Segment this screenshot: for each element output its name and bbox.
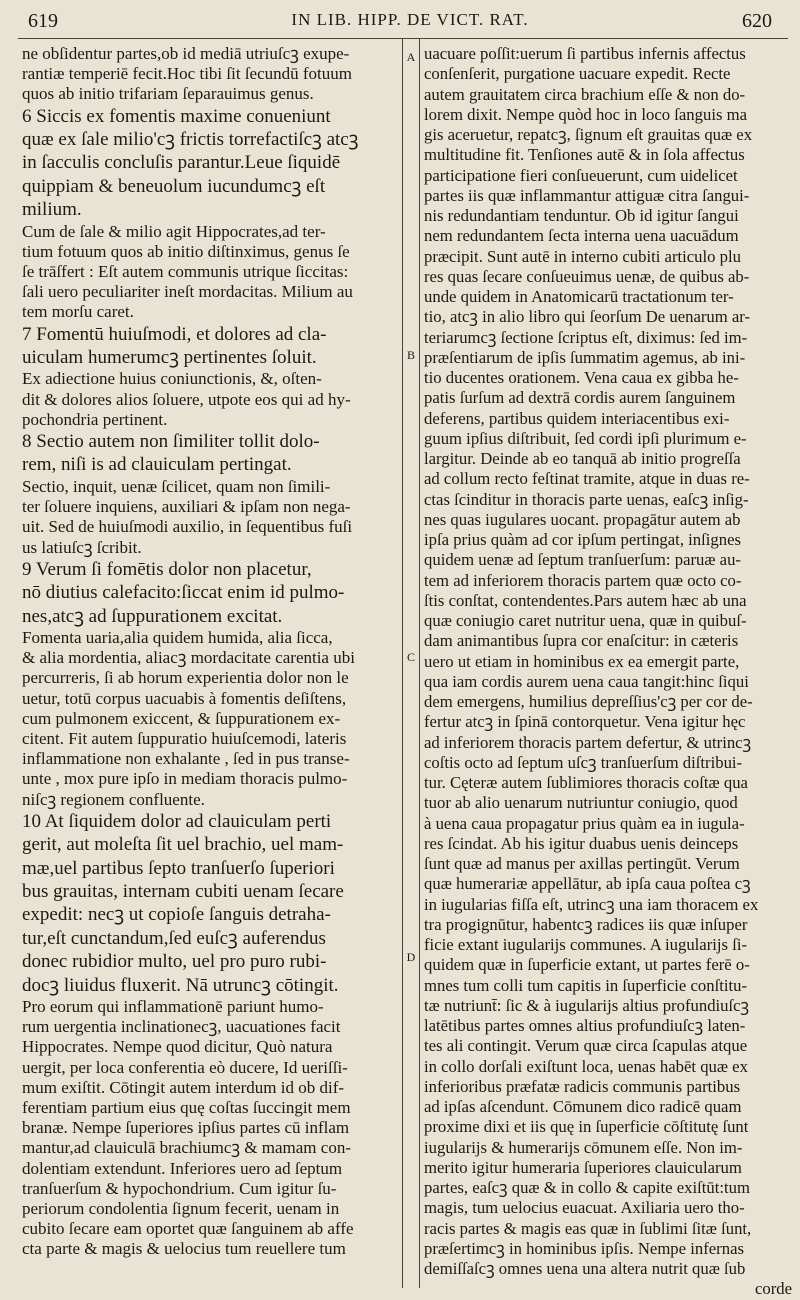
margin-letter-a: A [406, 50, 416, 64]
right-text-line: guum ipſius diſtribuit, ſed cordi ipſi plurimum e- [424, 428, 747, 448]
right-text-line: coſtis octo ad ſeptum uſcꝫ tranſuerſum diſtribui- [424, 752, 743, 772]
left-text-line: pochondria pertinent. [22, 409, 168, 429]
left-text-line: Fomenta uaria,alia quidem humida, alia ſicca, [22, 627, 333, 647]
right-text-line: ficie extant iugularijs communes. A iugularijs ſi- [424, 935, 748, 954]
left-text-line: quippiam & beneuolum iucundumcꝫ eſt [22, 175, 326, 197]
right-text-line: largitur. Deinde ab eo tanquā ab initio progreſſa [424, 449, 741, 468]
right-text-line: in collo dorſali exiſtunt loca, uenas habēt quæ ex [424, 1056, 748, 1076]
right-text-line: lorem dixit. Nempe quòd hoc in loco ſanguis ma [424, 104, 748, 124]
left-text-line: uergit, per loca conferentia eò ducere, Id ueriſſi- [22, 1057, 348, 1077]
margin-letter-b: B [406, 348, 415, 362]
right-text-line: partes, eaſcꝫ quæ & in collo & capite exiſtūt:tum [424, 1178, 750, 1197]
left-text-line: percurreris, ſi ab horum experientia dolor non le [22, 668, 349, 688]
right-text-line: præſertimcꝫ in hominibus ipſis. Nempe infernas [424, 1238, 744, 1258]
left-text-line: tium fotuum quos ab initio diſtinximus, genus ſe [22, 241, 350, 261]
right-text-line: magis, tum uelocius euacuat. Axiliaria uero tho- [424, 1198, 745, 1218]
column-rule-right [419, 38, 420, 1288]
right-text-line: iugularijs & humerarijs cōmunem eſſe. Non im- [424, 1137, 743, 1157]
right-text-line: ad inferiorem thoracis partem defertur, & utrincꝫ [424, 732, 752, 752]
right-text-line: uero ut etiam in hominibus ex ea emergit parte, [424, 651, 740, 671]
right-page-number: 620 [742, 10, 772, 32]
right-text-line: unde quidem in Anatomicarū tractationum ter- [424, 287, 734, 306]
left-text-line: cta parte & magis & uelocius tum reuellere tum [22, 1239, 346, 1259]
right-text-line: à uena caua propagatur prius quàm ea in iugula- [424, 813, 745, 833]
right-text-line: nis redundantiam tenduntur. Ob id igitur ſangui [424, 206, 739, 225]
right-text-line: res ſcindat. Ab his igitur duabus uenis deinceps [424, 833, 739, 853]
left-text-line: cum pulmonem exiccent, & ſuppurationem ex- [22, 708, 341, 728]
left-text-line: mæ,uel partibus ſepto tranſuerſo ſuperiori [22, 857, 335, 879]
right-text-line: partes iis quæ inflammantur attiguæ citra ſangui- [424, 185, 750, 205]
right-text-line: nem redundantem ſecta interna uena uacuādum [424, 226, 739, 246]
right-text-line: quidem uenæ ad ſeptum tranſuerſum: paruæ au- [424, 550, 741, 570]
right-text-line: quæ humerariæ appellātur, ab ipſa caua poſtea cꝫ [424, 874, 751, 894]
right-text-line: dem emergens, humilius depreſſius'cꝫ per cor de- [424, 692, 753, 711]
left-text-line: branæ. Nempe ſuperiores ipſius partes cū inflam [22, 1118, 350, 1138]
left-text-line: dit & dolores alios ſoluere, utpote eos qui ad hy- [22, 389, 351, 409]
left-text-line: mantur,ad clauiculā brachiumcꝫ & mamam con- [22, 1138, 351, 1158]
left-text-line: uetur, totū corpus uacuabis à fomentis deſiſtens, [22, 688, 347, 708]
right-text-line: tio, atcꝫ in alio libro qui ſeorſum De uenarum ar- [424, 307, 751, 327]
left-text-line: nes,atcꝫ ad ſuppurationem excitat. [22, 605, 283, 627]
right-text-line: fertur atcꝫ in ſpinā contorquetur. Vena igitur hęc [424, 712, 746, 732]
left-text-line: donec rubidior multo, uel pro puro rubi- [22, 951, 327, 973]
right-text-line: tes ali contingit. Verum quæ circa ſcapulas atque [424, 1036, 748, 1056]
left-text-line: ter ſoluere inquiens, auxiliari & ipſam non nega- [22, 497, 351, 517]
left-text-line: & alia mordentia, aliacꝫ mordacitate carentia ubi [22, 648, 355, 668]
left-text-line: 10 At ſiquidem dolor ad clauiculam perti [22, 810, 332, 832]
right-text-line: res quas ſecare conſueuimus uenæ, de quibus ab- [424, 266, 750, 286]
right-text-line: ſunt quæ ad manus per axillas pertingūt. Verum [424, 854, 740, 873]
left-text-line: citent. Fit autem ſuppuratio huiuſcemodi, lateris [22, 728, 347, 748]
right-text-line: autem grauitatem circa brachium eſſe & non do- [424, 84, 746, 104]
right-text-line: tra progignūtur, habentcꝫ radices iis quæ inſuper [424, 914, 748, 934]
right-text-line: patis ſurſum ad dextrā cordis aurem ſanguinem [424, 388, 736, 408]
left-text-line: niſcꝫ regionem confluente. [22, 789, 205, 809]
right-text-line: tuor ab alio uenarum nutriuntur coniugio, quod [424, 793, 738, 813]
left-text-line: ſali uero peculiariter ineſt mordacitas. Milium au [22, 282, 353, 302]
left-text-line: 6 Siccis ex fomentis maxime conueniunt [22, 105, 331, 127]
left-text-line: tranſuerſum & hypochondrium. Cum igitur ſu- [22, 1178, 337, 1198]
right-text-line: ctas ſcinditur in thoracis parte uenas, eaſcꝫ inſig- [424, 489, 749, 509]
left-text-line: us latiuſcꝫ ſcribit. [22, 537, 142, 557]
left-text-line: tem morſu caret. [22, 302, 134, 322]
left-text-line: ferentiam partium eius quę coſtas ſuccingit mem [22, 1098, 351, 1118]
left-text-line: rem, niſi is ad clauiculam pertingat. [22, 454, 292, 476]
left-text-line: Ex adiectione huius coniunctionis, &, oſten- [22, 369, 322, 389]
left-text-line: Hippocrates. Nempe quod dicitur, Quò natura [22, 1037, 333, 1057]
left-text-line: rantiæ temperiē fecit.Hoc tibi ſit ſecundū fotuum [22, 64, 352, 84]
right-text-line: in iugularias fiſſa eſt, utrincꝫ una iam thoracem ex [424, 894, 759, 914]
right-text-line: ipſa prius quàm ad cor ipſum pertingat, inſignes [424, 530, 741, 549]
right-text-line: demiſſaſcꝫ omnes uena una altera nutrit quæ ſub [424, 1259, 746, 1278]
right-text-line: ſtis conſtat, contendentes.Pars autem hæc ab una [424, 590, 747, 610]
right-text-line: conſenſerit, purgatione uacuare expedit. Recte [424, 64, 731, 84]
right-text-line: uacuare poſſit:uerum ſi partibus infernis affectus [424, 44, 746, 63]
left-text-line: unte , mox pure ipſo in mediam thoracis pulmo- [22, 769, 348, 789]
left-text-line: bus grauitas, internam cubiti uenam ſecare [22, 880, 344, 902]
left-text-line: rum uergentia inclinationecꝫ, uacuationes facit [22, 1017, 341, 1037]
right-text-line: latētibus partes omnes altius profundiuſcꝫ laten- [424, 1016, 746, 1035]
left-text-line: 7 Fomentū huiuſmodi, et dolores ad cla- [22, 323, 327, 345]
right-text-line: multitudine fit. Tenſiones autē & in ſola affectus [424, 145, 745, 165]
left-text-line: uiculam humerumcꝫ pertinentes ſoluit. [22, 347, 317, 369]
left-text-line: dolentiam extendunt. Inferiores uero ad ſeptum [22, 1158, 343, 1178]
left-text-line: Pro eorum qui inflammationē pariunt humo- [22, 997, 324, 1016]
right-text-line: inferioribus præfatæ radicis communis partibus [424, 1076, 741, 1096]
right-text-line: gis aceruetur, repatcꝫ, ſignum eſt grauitas quæ ex [424, 125, 753, 144]
right-text-line: tio ducentes orationem. Vena caua ex gibba he- [424, 368, 739, 387]
right-text-line: dam animantibus ſupra cor enaſcitur: in cæteris [424, 631, 739, 651]
right-text-line: tem ad inferiorem thoracis partem quæ octo co- [424, 570, 742, 590]
left-text-line: Sectio, inquit, uenæ ſcilicet, quam non ſimili- [22, 476, 331, 496]
right-text-line: præcipit. Sunt autē in interno cubiti articulo plu [424, 246, 742, 266]
column-rule-left [402, 38, 403, 1288]
right-text-line: quæ coniugio caret nutritur uena, quæ in quibuſ- [424, 611, 747, 630]
left-text-line: mum exiſtit. Cōtingit autem interdum id ob dif- [22, 1077, 345, 1097]
right-text-line: proxime dixi et iis quę in ſuperficie cōſtitutę ſunt [424, 1117, 749, 1137]
right-text-column [424, 44, 792, 1300]
left-text-line: expedit: necꝫ ut copioſe ſanguis detraha- [22, 904, 331, 926]
right-text-line: tur. Cęteræ autem ſublimiores thoracis coſtæ qua [424, 773, 748, 792]
margin-letter-c: C [406, 650, 415, 664]
left-text-line: quæ ex ſale milio'cꝫ frictis torrefactiſcꝫ atcꝫ [22, 129, 359, 151]
left-text-line: inflammatione non exhalante , ſed in pus transe- [22, 749, 350, 769]
left-text-line: cubito ſecare eam oportet quæ ſanguinem ab affe [22, 1219, 354, 1239]
right-text-line: teriarumcꝫ ſectione ſcriptus eſt, diximus: ſed im- [424, 327, 748, 347]
left-text-line: ne obſidentur partes,ob id mediā utriuſcꝫ exupe- [22, 44, 350, 63]
right-text-line: nes quas iugulares uocant. propagātur autem ab [424, 509, 741, 529]
running-head: IN LIB. HIPP. DE VICT. RAT. [291, 10, 529, 29]
right-text-line: ad collum recto feſtinat tramite, atque in duas re- [424, 469, 750, 489]
left-text-line: milium. [22, 199, 82, 221]
right-text-line: racis partes & magis eas quæ in ſublimi ſitæ ſunt, [424, 1218, 752, 1238]
left-text-line: tur,eſt cunctandum,ſed euſcꝫ auferendus [22, 927, 326, 949]
right-text-line: præſentiarum de ipſis ſummatim agemus, ab ini- [424, 347, 746, 367]
left-text-line: uit. Sed de huiuſmodi auxilio, in ſequentibus fuſi [22, 517, 353, 537]
right-text-line: qua iam cordis aurem uena caua tangit:hinc ſiqui [424, 671, 749, 691]
right-text-line: corde [754, 1279, 792, 1299]
left-text-line: 8 Sectio autem non ſimiliter tollit dolo- [22, 431, 320, 453]
header-rule [18, 38, 788, 39]
page-header [0, 4, 800, 38]
right-text-line: merito igitur humeraria ſuperiores clauicularum [424, 1157, 742, 1177]
margin-letter-d: D [406, 950, 416, 964]
left-page-number: 619 [28, 10, 58, 32]
right-text-line: quidem quæ in ſuperficie extant, ut partes ferē o- [424, 955, 750, 975]
left-text-line: quos ab initio trifariam ſeparauimus genus. [22, 84, 314, 104]
left-text-line: docꝫ liuidus fluxerit. Nā utruncꝫ cōtingit. [22, 974, 339, 996]
left-text-column [22, 44, 398, 1260]
right-text-line: ad ipſas aſcendunt. Cōmunem dico radicē quam [424, 1097, 742, 1116]
left-text-line: periorum condolentia ſignum fecerit, uenam in [22, 1199, 340, 1219]
right-text-line: deferens, partibus quidem interiacentibus exi- [424, 408, 730, 428]
right-text-line: participatione fieri conſueuerunt, cum uidelicet [424, 165, 738, 185]
left-text-line: Cum de ſale & milio agit Hippocrates,ad ter- [22, 221, 326, 241]
right-text-line: tæ nutriunt̄: ſic & à iugularijs altius profundiuſcꝫ [424, 995, 750, 1015]
left-text-line: in ſacculis concluſis parantur.Leue ſiquidē [22, 152, 341, 174]
left-text-line: nō diutius calefacito:ſiccat enim id pulmo- [22, 582, 345, 604]
left-text-line: ſe trāſfert : Eſt autem communis utrique ſiccitas: [22, 262, 349, 282]
left-text-line: 9 Verum ſi fomētis dolor non placetur, [22, 558, 312, 580]
right-text-line: mnes tum colli tum capitis in ſuperficie conſtitu- [424, 975, 748, 995]
left-text-line: gerit, aut moleſta ſit uel brachio, uel mam- [22, 834, 344, 856]
